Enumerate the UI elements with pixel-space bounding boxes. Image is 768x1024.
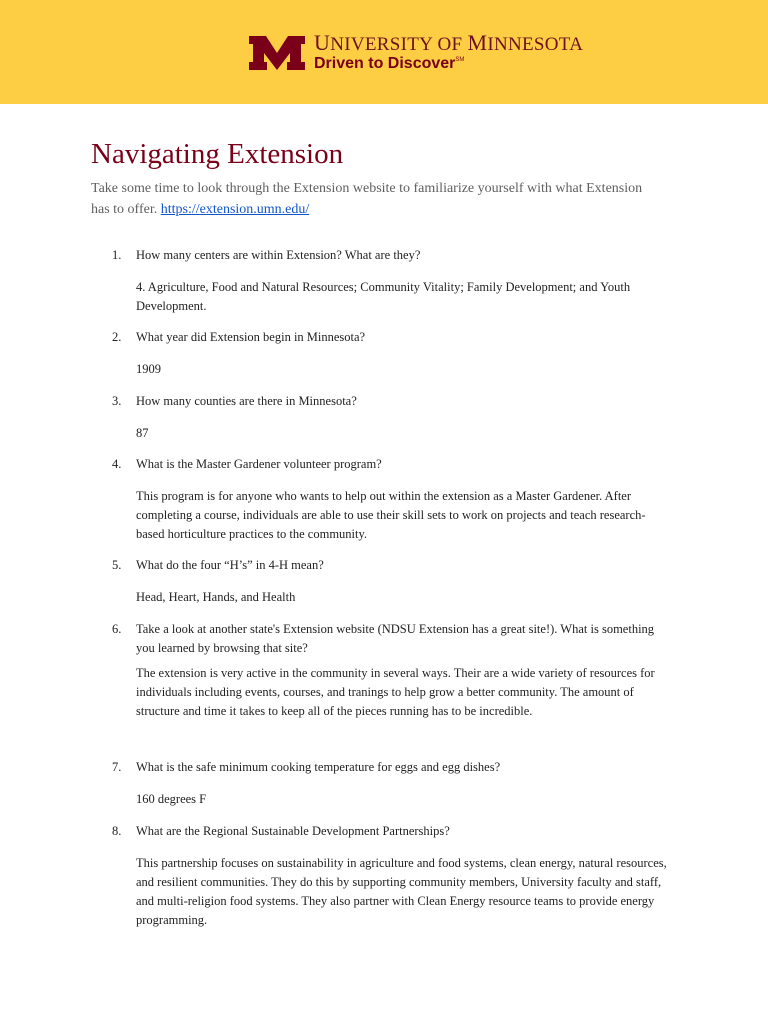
question-number: 8. [112, 824, 122, 838]
answer-text: 4. Agriculture, Food and Natural Resources; Community Vitality; Family Development; and Youth Development. [136, 280, 631, 313]
question-text: What are the Regional Sustainable Development Partnerships? [136, 824, 450, 838]
question-number: 3. [112, 394, 122, 408]
question-text: What do the four “H’s” in 4-H mean? [136, 558, 324, 572]
university-m-logo-icon [249, 36, 305, 70]
question-text: How many counties are there in Minnesota? [136, 394, 357, 408]
question-number: 7. [112, 760, 122, 774]
question-text: What is the safe minimum cooking temperature for eggs and egg dishes? [136, 760, 501, 774]
answer-text: This partnership focuses on sustainability in agriculture and food systems, clean energy, natural resources, and resilient communities. They do this by supporting community members, University faculty and staff, and multi-religion food systems. They also partner with Clean Energy resource teams to provide energy programming. [136, 856, 667, 927]
extension-website-link[interactable]: https://extension.umn.edu/ [160, 202, 310, 217]
question-number: 5. [112, 558, 122, 572]
question-number: 1. [112, 248, 122, 262]
question-number: 2. [112, 330, 122, 344]
header-banner [0, 0, 768, 104]
question-text: What is the Master Gardener volunteer program? [136, 457, 382, 471]
university-name: UNIVERSITY OF MINNESOTA [314, 30, 584, 55]
question-text: What year did Extension begin in Minnesota? [136, 330, 366, 344]
question-number: 4. [112, 457, 122, 471]
answer-text: Head, Heart, Hands, and Health [136, 590, 296, 604]
page-title: Navigating Extension [91, 138, 344, 170]
answer-text: 87 [136, 426, 149, 440]
question-number: 6. [112, 622, 122, 636]
answer-text: This program is for anyone who wants to help out within the extension as a Master Gardener. After completing a course, individuals are able to use their skill sets to work on projects and teach research-based horticulture practices to the community. [136, 489, 646, 541]
intro-paragraph [91, 178, 651, 220]
answer-text: The extension is very active in the community in several ways. Their are a wide variety of resources for individuals including events, courses, and tranings to help grow a better community. The amount of structure and time it takes to keep all of the pieces running has to be incredible. [136, 666, 655, 718]
intro-text: Take some time to look through the Extension website to familiarize yourself with what Extension has to offer. [91, 181, 643, 217]
answer-text: 1909 [136, 362, 161, 376]
university-tagline: Driven to Discover℠ [314, 55, 465, 72]
question-text: How many centers are within Extension? What are they? [136, 248, 421, 262]
question-text: Take a look at another state's Extension website (NDSU Extension has a great site!). What is something you learned by browsing that site? [136, 622, 655, 655]
answer-text: 160 degrees F [136, 792, 207, 806]
